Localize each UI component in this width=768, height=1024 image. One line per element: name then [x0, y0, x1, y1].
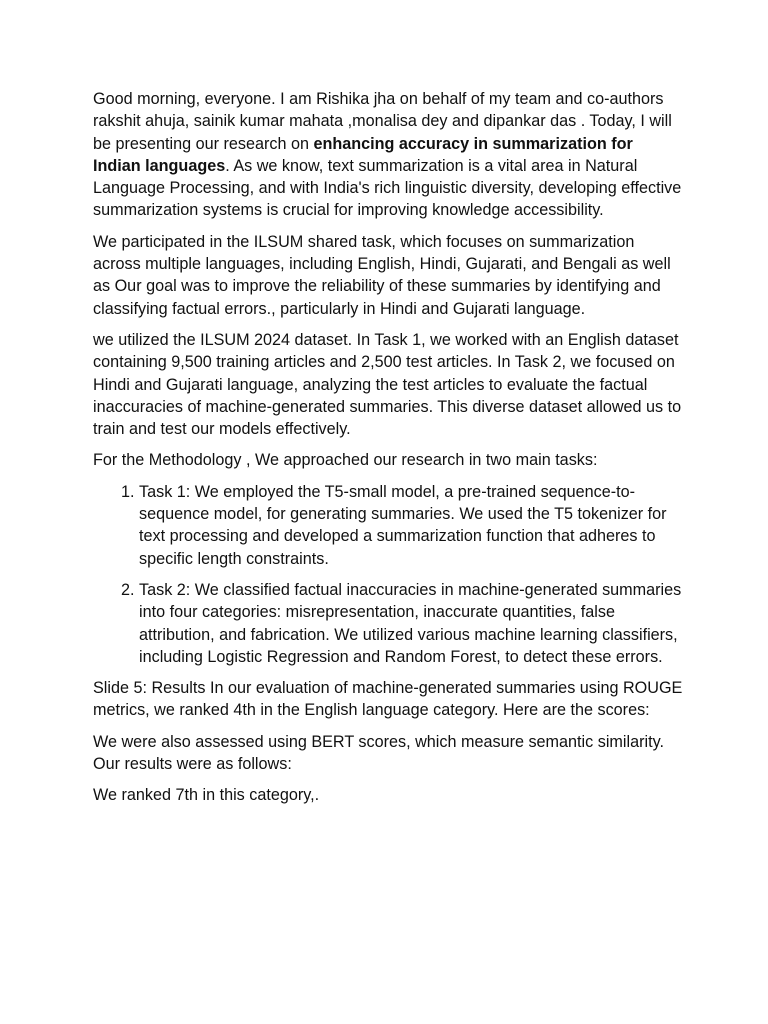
- task-paragraph: We participated in the ILSUM shared task, which focuses on summarization across multiple languages, including English, Hindi, Gujarati, and Bengali as well as Our goal was to improve the reliability of these summaries by identifying and classifying factual errors., particularly in Hindi and Gujarati language.: [93, 232, 671, 318]
- methodology-paragraph: For the Methodology , We approached our research in two main tasks:: [93, 451, 598, 470]
- intro-text-end: . As we know, text summarization is a vital area in Natural Language Processing, and with India's rich linguistic diversity, developing effective summarization systems is crucial for improving knowledge accessibility.: [93, 156, 682, 220]
- intro-paragraph: [93, 88, 683, 222]
- list-item-task-2: 2. Task 2: We classified factual inaccuracies in machine-generated summaries into four categories: misrepresentation, inaccurate quantities, false attribution, and fabrication. We utilized various machine learning classifiers, including Logistic Regression and Random Forest, to detect these errors.: [139, 579, 683, 668]
- document-body: [93, 88, 683, 816]
- ranking-paragraph: We ranked 7th in this category,.: [93, 786, 320, 805]
- dataset-paragraph: we utilized the ILSUM 2024 dataset. In Task 1, we worked with an English dataset containing 9,500 training articles and 2,500 test articles. In Task 2, we focused on Hindi and Gujarati language, analyzing the test articles to evaluate the factual inaccuracies of machine-generated summaries. This diverse dataset allowed us to train and test our models effectively.: [93, 330, 682, 439]
- list-item-task-1: 1. Task 1: We employed the T5-small model, a pre-trained sequence-to-sequence model, for generating summaries. We used the T5 tokenizer for text processing and developed a summarization function that adheres to specific length constraints.: [139, 481, 683, 570]
- results-paragraph: Slide 5: Results In our evaluation of machine-generated summaries using ROUGE metrics, we ranked 4th in the English language category. Here are the scores:: [93, 679, 683, 720]
- intro-text-start: Good morning, everyone. I am Rishika jha on behalf of my team and co-authors rakshit ahuja, sainik kumar mahata ,monalisa dey and dipankar das . Today, I will be presenting our research on: [93, 90, 672, 153]
- intro-bold-phrase: enhancing accuracy in summarization for Indian languages: [93, 134, 633, 175]
- methodology-list: [93, 481, 683, 668]
- bert-paragraph: We were also assessed using BERT scores, which measure semantic similarity. Our results were as follows:: [93, 732, 664, 774]
